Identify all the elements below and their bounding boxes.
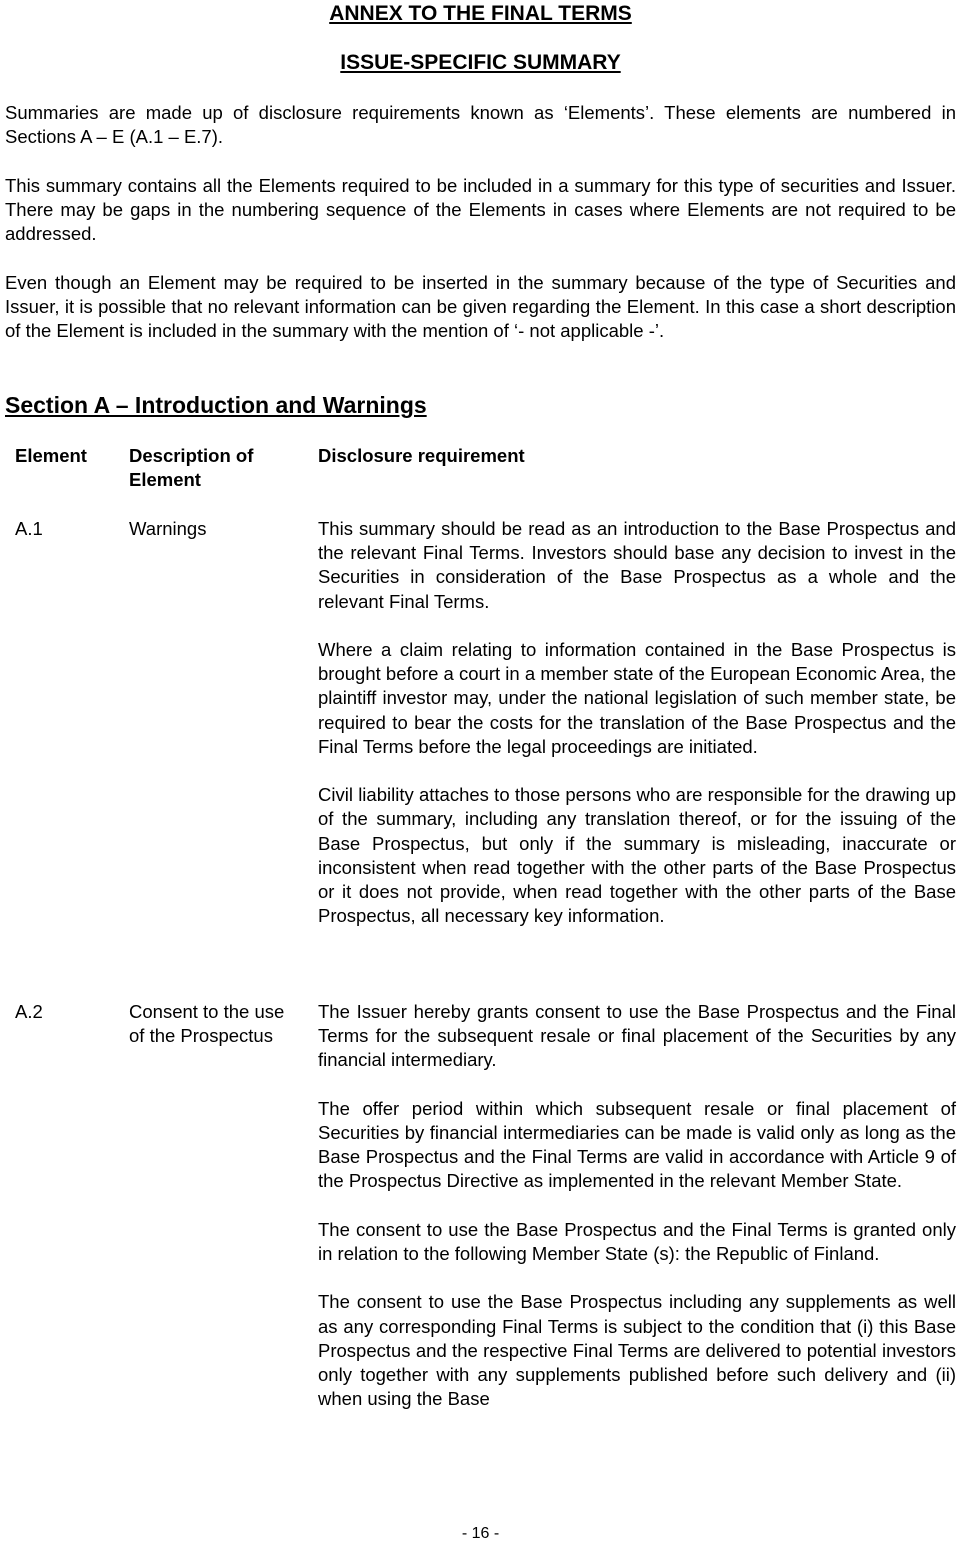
disclosure-text xyxy=(318,1000,956,1411)
intro-paragraph-1: Summaries are made up of disclosure requirements known as ‘Elements’. These elements are numbered in Sections A – E (A.1 – E.7). xyxy=(5,102,956,148)
intro-paragraph-3: Even though an Element may be required to be inserted in the summary because of the type of Securities and Issuer, it is possible that no relevant information can be given regarding the Element. In this case a short description of the Element is included in the summary with the mention of ‘- not applicable -’. xyxy=(5,272,956,342)
disclosure-paragraph: Civil liability attaches to those persons who are responsible for the drawing up of the summary, including any translation thereof, or for the issuing of the Base Prospectus, but only if the summary is misleading, inaccurate or inconsistent when read together with the other parts of the Base Prospectus or it does not provide, when read together with the other parts of the Base Prospectus, all necessary key information. xyxy=(318,784,956,927)
disclosure-paragraph: The offer period within which subsequent resale or final placement of Securities by financial intermediaries can be made is valid only as long as the Base Prospectus and the Final Terms are valid in accordance with Article 9 of the Prospectus Directive as implemented in the relevant Member State. xyxy=(318,1097,956,1192)
disclosure-paragraph: The consent to use the Base Prospectus including any supplements as well as any corresponding Final Terms is subject to the condition that (i) this Base Prospectus and the respective Final Terms are delivered to potential investors only together with any supplements published before such delivery and (ii) when using the Base xyxy=(318,1291,956,1410)
summary-title: ISSUE-SPECIFIC SUMMARY xyxy=(340,51,621,74)
disclosure-text xyxy=(318,517,956,928)
element-description: Consent to the use of the Prospectus xyxy=(129,1001,285,1047)
section-heading: Section A – Introduction and Warnings xyxy=(5,392,427,418)
header-element: Element xyxy=(15,445,87,466)
disclosure-paragraph: This summary should be read as an introduction to the Base Prospectus and the relevant Final Terms. Investors should base any decision to invest in the Securities in consideration of the Base Prospectus as a whole and the relevant Final Terms. xyxy=(318,518,956,612)
document-page xyxy=(5,0,956,1545)
page-number: - 16 - xyxy=(461,1525,500,1542)
element-id: A.2 xyxy=(15,1001,43,1022)
annex-title: ANNEX TO THE FINAL TERMS xyxy=(329,2,632,25)
disclosure-paragraph: The Issuer hereby grants consent to use the Base Prospectus and the Final Terms for the subsequent resale or final placement of the Securities by any financial intermediary. xyxy=(318,1001,956,1071)
header-disclosure: Disclosure requirement xyxy=(318,445,525,466)
disclosure-paragraph: Where a claim relating to information contained in the Base Prospectus is brought before a court in a member state of the European Economic Area, the plaintiff investor may, under the national legislation of such member state, be required to bear the costs for the translation of the Base Prospectus and the Final Terms before the legal proceedings are initiated. xyxy=(318,639,956,757)
intro-paragraph-2: This summary contains all the Elements required to be included in a summary for this type of securities and Issuer. There may be gaps in the numbering sequence of the Elements in cases where Elements are not required to be addressed. xyxy=(5,175,956,245)
element-id: A.1 xyxy=(15,518,43,539)
header-description: Description of Element xyxy=(129,445,254,491)
element-description: Warnings xyxy=(129,518,207,539)
disclosure-paragraph: The consent to use the Base Prospectus and the Final Terms is granted only in relation to the following Member State (s): the Republic of Finland. xyxy=(318,1218,956,1264)
